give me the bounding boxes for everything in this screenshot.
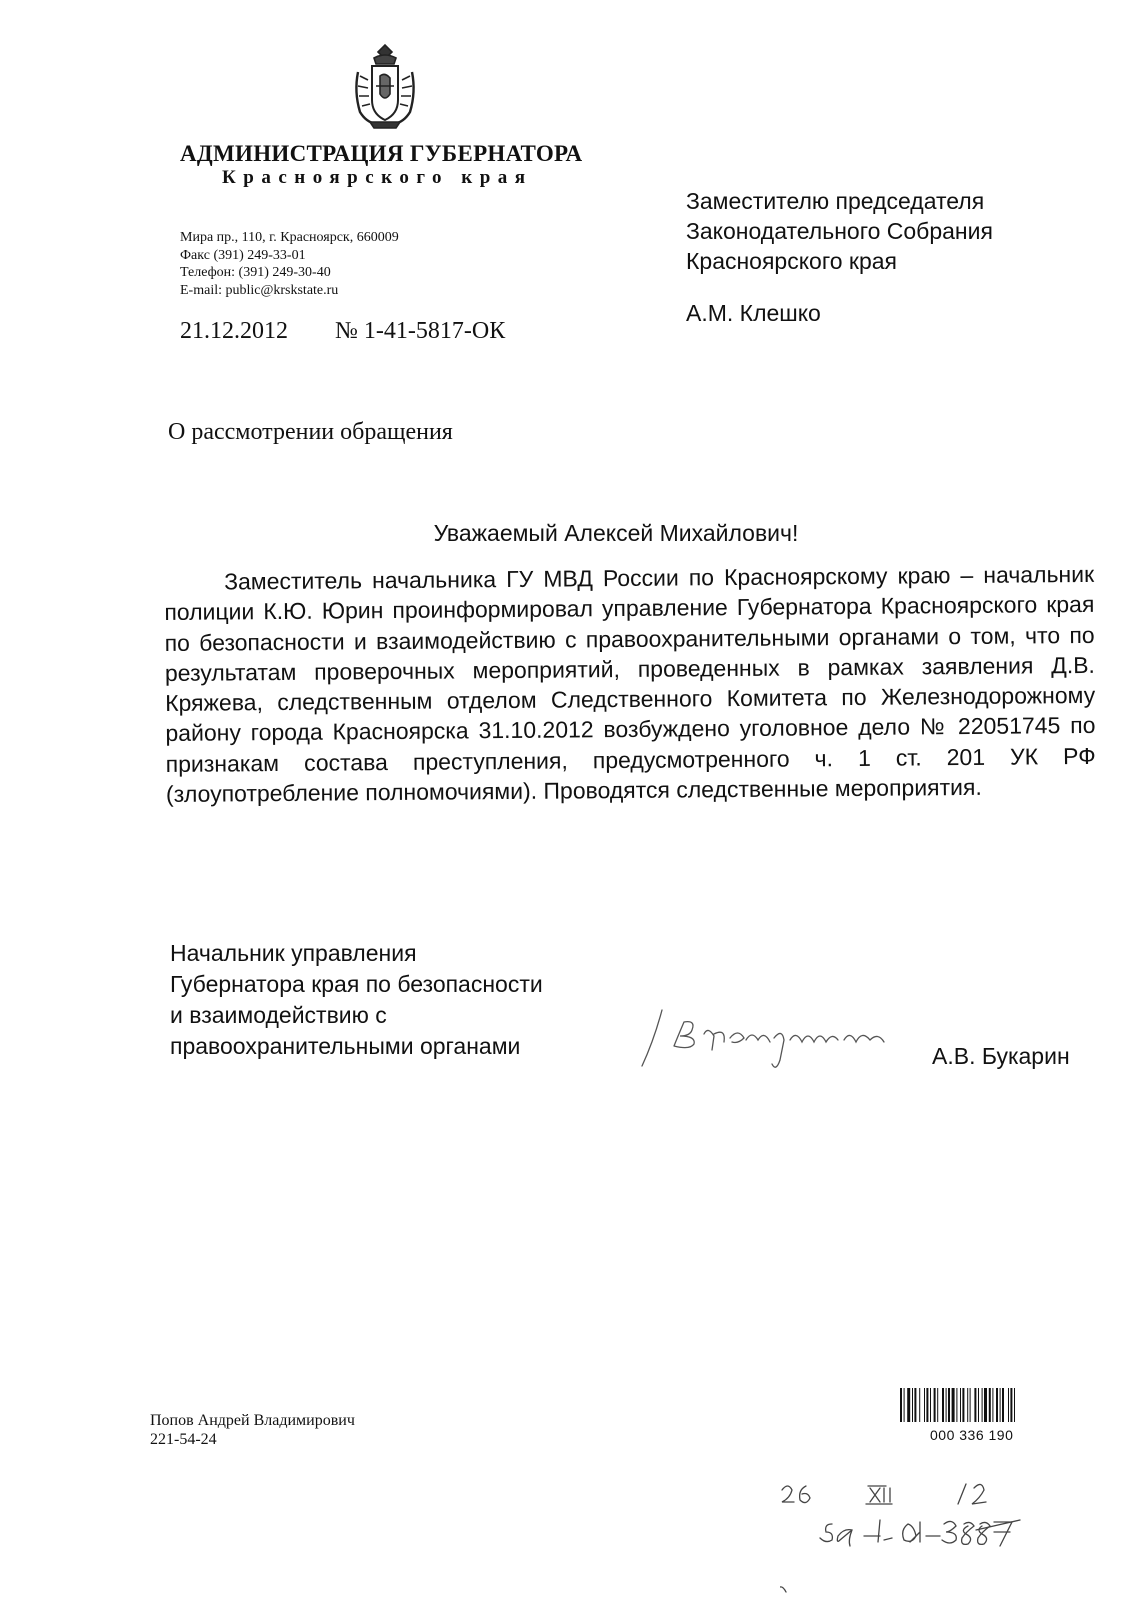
organization-name: АДМИНИСТРАЦИЯ ГУБЕРНАТОРА (180, 141, 583, 166)
executor-name: Попов Андрей Владимирович (150, 1412, 355, 1429)
barcode-bar (937, 1388, 938, 1422)
signatory-title (170, 938, 543, 1062)
addressee-line: Законодательного Собрания (686, 218, 993, 244)
barcode-bar (926, 1388, 928, 1422)
barcode-bar (914, 1388, 916, 1422)
letter-subject: О рассмотрении обращения (168, 419, 453, 445)
signatory-title-line: Губернатора края по безопасности (170, 971, 543, 997)
addressee-line: Красноярского края (686, 248, 897, 274)
barcode-bar (907, 1388, 910, 1422)
executor-block (150, 1411, 355, 1449)
letter-body: Заместитель начальника ГУ МВД России по Красноярскому краю – начальник полиции К.Ю. Юрин проинформировал управление Губернатора Красноярского края по безопасности и взаимодействию с правоохранительными органами о том, что по результатам проверочных мероприятий, проведенных в рамках заявления Д.В. Кряжева, следственным отделом Следственного Комитета по Железнодорожному району города Красноярска 31.10.2012 возбуждено уголовное дело № 22051745 по признакам состава преступления, предусмотренного ч. 1 ст. 201 УК РФ (злоупотребление полномочиями). Проводятся следственные мероприятия. (164, 560, 1096, 808)
contact-phone: Телефон: (391) 249-30-40 (180, 265, 331, 280)
barcode-bar (962, 1388, 964, 1422)
barcode-bar (904, 1388, 905, 1422)
addressee-name: А.М. Клешко (686, 300, 821, 326)
barcode-bar (912, 1388, 913, 1422)
barcode-bar (970, 1388, 971, 1422)
signatory-title-line: и взаимодействию с (170, 1002, 387, 1028)
letter-date: 21.12.2012 (180, 318, 288, 344)
barcode-bar (974, 1388, 976, 1422)
barcode-bar (924, 1388, 925, 1422)
barcode (900, 1388, 1084, 1422)
barcode-bar (942, 1388, 944, 1422)
contact-address: Мира пр., 110, г. Красноярск, 660009 (180, 230, 399, 245)
barcode-bar (900, 1388, 902, 1422)
contact-fax: Факс (391) 249-33-01 (180, 247, 306, 263)
barcode-bar (967, 1388, 968, 1422)
barcode-bar (946, 1388, 947, 1422)
coat-of-arms-icon (350, 42, 420, 132)
greeting: Уважаемый Алексей Михайлович! (433, 520, 799, 546)
barcode-bar (1014, 1388, 1015, 1422)
signatory-title-line: правоохранительными органами (170, 1033, 521, 1059)
executor-phone: 221-54-24 (150, 1431, 217, 1448)
signatory-name: А.В. Букарин (932, 1043, 1070, 1069)
contact-email: E-mail: public@krskstate.ru (180, 282, 339, 298)
signatory-title-line: Начальник управления (170, 940, 417, 966)
barcode-bar (952, 1388, 955, 1422)
barcode-bar (919, 1388, 920, 1422)
barcode-bar (948, 1388, 950, 1422)
barcode-bar (1000, 1388, 1001, 1422)
barcode-bar (982, 1388, 983, 1422)
barcode-bar (1008, 1388, 1009, 1422)
barcode-bar (956, 1388, 957, 1422)
barcode-bar (996, 1388, 998, 1422)
addressee-block (686, 186, 993, 276)
barcode-bar (930, 1388, 931, 1422)
barcode-bar (934, 1388, 936, 1422)
barcode-bar (989, 1388, 991, 1422)
handwritten-signature (634, 1000, 894, 1080)
barcode-bar (960, 1388, 961, 1422)
addressee-line: Заместителю председателя (686, 188, 985, 214)
handwritten-registration-note (780, 1480, 1080, 1598)
barcode-bar (992, 1388, 993, 1422)
contact-block (180, 229, 399, 299)
barcode-number: 000 336 190 (930, 1427, 1014, 1443)
barcode-bar (1002, 1388, 1004, 1422)
barcode-bar (1010, 1388, 1012, 1422)
barcode-bar (984, 1388, 987, 1422)
letter-number: № 1-41-5817-ОК (335, 318, 506, 344)
organization-region: Красноярского края (222, 167, 533, 188)
barcode-bar (978, 1388, 979, 1422)
